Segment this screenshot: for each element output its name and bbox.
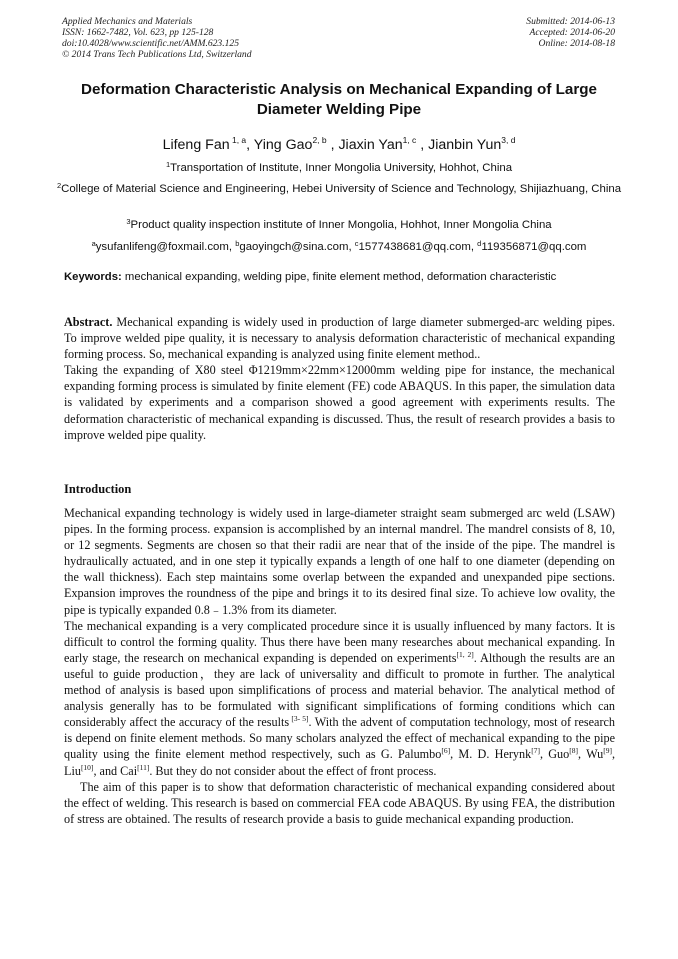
email-sup: c: [354, 239, 359, 248]
abstract-label: Abstract.: [64, 315, 113, 329]
citation-ref[interactable]: [10]: [80, 762, 94, 772]
keywords-label: Keywords:: [64, 271, 122, 283]
intro-text: , Wu: [578, 747, 604, 762]
abstract-paragraph-2: Taking the expanding of X80 steel Φ1219mm×22mm×12000mm welding pipe for instance, the mechanical expanding forming process is simulated by finite element (FE) code ABAQUS. In this paper, the simulation data is validated by experiments and a comparison showed a good agreement with experiments results. The deformation characteristic of mechanical expanding is discussed. Thus, the result of research provides a basis to improve welded pipe quality.: [64, 363, 615, 442]
journal-header-left: [62, 16, 252, 60]
author-sep: ,: [416, 137, 429, 153]
intro-paragraph-3: The aim of this paper is to show that deformation characteristic of mechanical expanding considered about the effect of welding. This research is based on commercial FEA code ABAQUS. By using FEA, the distribution of stress are obtained. The results of research provide a basis to guide mechanical expanding production.: [64, 779, 615, 826]
keywords-text: mechanical expanding, welding pipe, finite element method, deformation characteristic: [121, 271, 557, 283]
email-sup: a: [91, 239, 96, 248]
author-sup: 1, c: [402, 135, 417, 145]
accepted-date: Accepted: 2014-06-20: [529, 27, 615, 38]
affiliation-1: [40, 157, 638, 176]
journal-name: Applied Mechanics and Materials: [62, 16, 193, 27]
intro-text: , M. D. Herynk: [450, 747, 532, 762]
keywords: [64, 270, 619, 285]
abstract: [64, 314, 615, 443]
intro-text: , and Cai: [93, 763, 138, 778]
intro-text: . But they do not consider about the effect of front process.: [149, 763, 437, 778]
journal-doi: doi:10.4028/www.scientific.net/AMM.623.125: [62, 38, 240, 49]
citation-ref[interactable]: [11]: [137, 762, 150, 772]
submitted-date: Submitted: 2014-06-13: [526, 16, 615, 27]
affiliation-sup: 2: [56, 181, 62, 190]
email-list: [40, 236, 638, 255]
journal-issn: ISSN: 1662-7482, Vol. 623, pp 125-128: [62, 27, 214, 38]
citation-ref[interactable]: [7]: [531, 746, 540, 756]
email-link[interactable]: gaoyingch@sina.com: [239, 241, 349, 253]
author-sup: 3, d: [501, 135, 516, 145]
affiliation-sup: 1: [165, 160, 171, 169]
author-sep: ,: [326, 137, 339, 153]
journal-copyright: © 2014 Trans Tech Publications Ltd, Switzerland: [62, 49, 252, 60]
author-list: [40, 131, 638, 154]
affiliation-sup: 3: [126, 217, 131, 226]
section-heading-introduction: Introduction: [64, 482, 132, 496]
email-link[interactable]: 119356871@qq.com: [481, 241, 587, 253]
email-sep: ,: [348, 241, 355, 253]
citation-ref[interactable]: [9]: [603, 746, 612, 756]
citation-ref[interactable]: [1, 2]: [456, 649, 474, 659]
journal-header-right: [526, 16, 615, 49]
email-sup: b: [235, 239, 240, 248]
email-link[interactable]: ysufanlifeng@foxmail.com: [95, 241, 229, 253]
author-name: Ying Gao: [253, 137, 313, 153]
affiliation-text: Product quality inspection institute of Inner Mongolia, Hohhot, Inner Mongolia China: [130, 219, 552, 231]
affiliation-2: [40, 178, 638, 197]
email-sep: ,: [470, 241, 478, 253]
intro-text: The mechanical expanding is a very complicated procedure since it is usually influenced by many factors. It is difficult to control the forming quality. Thus there have been many researches about mechanical expanding. In early stage, the research on mechanical expanding is depended on experiments: [64, 618, 615, 665]
intro-paragraph-2: [64, 618, 615, 779]
intro-text: , Guo: [539, 747, 570, 762]
intro-text: . With the advent of computation technology, most of research is depend on finite element methods. So many scholars analyzed the effect of mechanical expanding to the pipe quality using the finite element method respectively, such as G. Palumbo: [64, 715, 616, 762]
email-sep: ,: [228, 241, 236, 253]
author-sup: 2, b: [312, 135, 327, 145]
email-sup: d: [477, 239, 482, 248]
author-name: Lifeng Fan: [162, 137, 230, 153]
email-link[interactable]: 1577438681@qq.com: [358, 241, 471, 253]
paper-title: Deformation Characteristic Analysis on Mechanical Expanding of Large Diameter Welding Pipe: [81, 81, 597, 118]
intro-text: , Liu: [64, 747, 615, 778]
citation-ref[interactable]: [3- 5]: [289, 714, 309, 724]
abstract-paragraph-1: [64, 314, 615, 362]
intro-paragraph-1: Mechanical expanding technology is widely used in large-diameter straight seam submerged arc weld (LSAW) pipes. In the forming process. expansion is accomplished by an internal mandrel. The mandrel consists of 8, 10, or 12 segments. Segments are chosen so that their radii are near that of the inside of the pipe. The mandrel is hydraulically actuated, and in one step it typically expands a length of one half to one diameter (depending on the wall thickness). Each step maintains some overlap between the expanded and unexpanded pipe sections. Expansion improves the roundness of the pipe and brings it to its desired final size. To achieve low ovality, the pipe is typically expanded 0.8﹣1.3% from its diameter.: [64, 506, 615, 617]
author-sep: ,: [246, 137, 254, 153]
affiliation-3: [40, 214, 638, 233]
intro-text: . Although the results are an useful to guide production，they are lack of universality and difficult to promote in further. The analytical method of analysis is based upon simplifications of process and material behavior. The analytical method of analysis generally has to be formulated with significant simplifications of forming conditions which can considerably affect the accuracy of the results: [64, 650, 615, 730]
online-date: Online: 2014-08-18: [538, 38, 615, 49]
citation-ref[interactable]: [8]: [569, 746, 578, 756]
author-name: Jiaxin Yan: [338, 137, 403, 153]
citation-ref[interactable]: [6]: [441, 746, 451, 756]
affiliation-text: Transportation of Institute, Inner Mongolia University, Hohhot, China: [170, 162, 513, 174]
introduction-body: [64, 505, 615, 827]
abstract-text-1: Mechanical expanding is widely used in production of large diameter submerged-arc welding pipes. To improve welded pipe quality, it is necessary to analysis deformation characteristic of mechanical expanding forming process. So, mechanical expanding is analyzed using finite element method..: [64, 315, 615, 362]
affiliation-text: College of Material Science and Engineering, Hebei University of Science and Technology, Shijiazhuang, China: [61, 183, 622, 195]
author-sup: 1, a: [229, 135, 247, 145]
author-name: Jianbin Yun: [428, 137, 502, 153]
